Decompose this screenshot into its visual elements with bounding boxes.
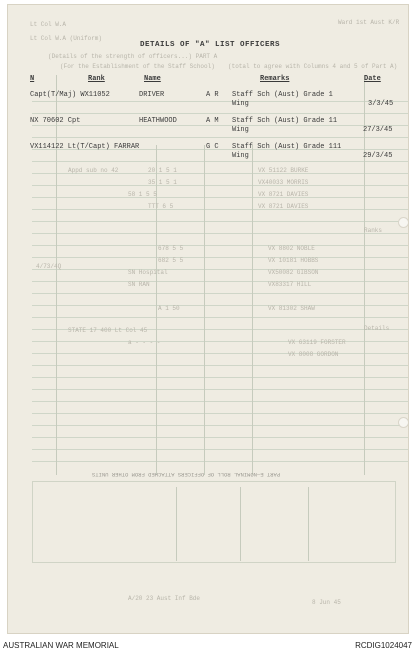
row-remark: Staff Sch (Aust) Grade 11 — [232, 117, 338, 125]
row-code: G C — [206, 143, 219, 151]
row-name: DRIVER — [139, 91, 165, 99]
row-name: HEATHWOOD — [139, 117, 177, 125]
punch-hole — [398, 217, 409, 228]
row-date: 29/3/45 — [363, 152, 393, 160]
row-code: A M — [206, 117, 219, 125]
row-rank: NX 70602 Cpt — [30, 117, 81, 125]
row-date: 3/3/45 — [368, 100, 394, 108]
row-date: 27/3/45 — [363, 126, 393, 134]
document-sheet: Ward 1st Aust K/R Lt Col W.A Lt Col W.A (Uniform) (Details of the strength of officers...) PART A (For the Establishment of the Staff School) (total to agree with Columns 4 and 5 of Part A) DETAILS OF "A" LIST OFFICERS N Rank Name Remarks Date Capt(T/Maj) WX11052 DRIVER A R Staff Sch (Aust) Grade 1 Wing 3/3/45 NX 70602 Cpt HEATHWOOD A M Staff Sch (Aust) Grade 11 Wing 27/3/45 VX114122 Lt(T/Capt) FARRAR G C Staff Sch (Aust) Grade 111 Wing 29/3/45 Appd sub no 42 20 1 5 1 VX 51122 BURKE 35 1 5 1 VX40033 MORRIS 58 1 5 5 VX 8721 DAVIES TTT 6 5 VX 8721 DAVIES Ranks 678 5 5 VX 8802 NOBLE 682 5 5 VX 10181 HOBBS 4/73/4Q SN Hospital VX50082 GIBSON SN RAN VX83317 HILL A 1 50 VX 81302 SHAW Details STATE 17 400 Lt Col 45 a - - - - VX 63119 FORSTER VX 8008 GORDON PART E—NOMINAL ROLL OF OFFICERS ATTACHED FROM OTHER UNITS A/20 23 Aust Inf Bde 8 Jun 45 — [7, 4, 409, 634]
footer-id: RCDIG1024047 — [355, 641, 412, 650]
bottom-table-frame — [32, 481, 396, 563]
row-code: A R — [206, 91, 219, 99]
footer-credit: AUSTRALIAN WAR MEMORIAL — [3, 641, 119, 650]
row-remark-cont: Wing — [232, 100, 249, 108]
bottom-heading: PART E—NOMINAL ROLL OF OFFICERS ATTACHED FROM OTHER UNITS — [92, 471, 281, 478]
row-remark-cont: Wing — [232, 152, 249, 160]
column-header-date: Date — [364, 75, 381, 83]
row-remark: Staff Sch (Aust) Grade 111 — [232, 143, 342, 151]
row-remark: Staff Sch (Aust) Grade 1 — [232, 91, 333, 99]
column-header-name: Name — [144, 75, 161, 83]
row-remark-cont: Wing — [232, 126, 249, 134]
column-header-rank: Rank — [88, 75, 105, 83]
column-header-remarks: Remarks — [260, 75, 290, 83]
row-rank: VX114122 Lt(T/Capt) FARRAR — [30, 143, 140, 151]
punch-hole — [398, 417, 409, 428]
column-header-no: N — [30, 75, 35, 83]
document-title: DETAILS OF "A" LIST OFFICERS — [140, 41, 281, 49]
row-rank: Capt(T/Maj) WX11052 — [30, 91, 110, 99]
footer-bar — [0, 636, 416, 654]
